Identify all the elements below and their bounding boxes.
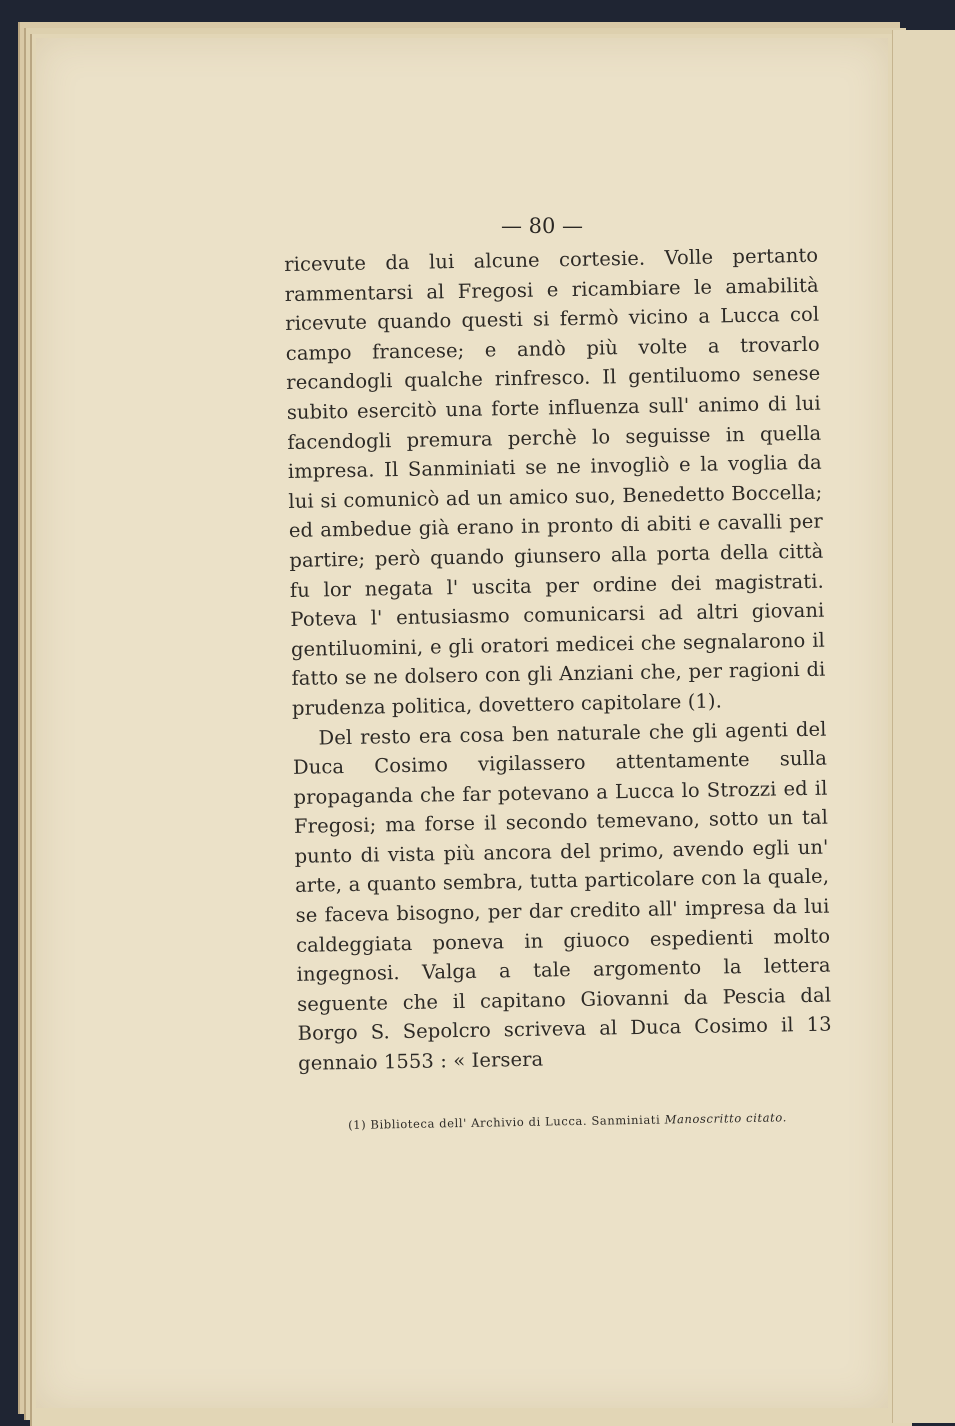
footnote [348, 1110, 808, 1132]
facing-page-edge [892, 30, 955, 1423]
paragraph: ricevute da lui alcune cortesie. Volle pertanto rammentarsi al Fregosi e ricambiare le amabilità ricevute quando questi si fermò vicino a Lucca col campo francese; e andò più volte a trovarlo recandogli qualche rinfresco. Il gentiluomo senese subito esercitò una forte influenza sull' animo di lui facendogli premura perchè lo seguisse in quella impresa. Il Sanminiati se ne invogliò e la voglia da lui si comunicò ad un amico suo, Benedetto Boccella; ed ambedue già erano in pronto di abiti e cavalli per partire; però quando giunsero alla porta della città fu lor negata l' uscita per ordine dei magistrati. Poteva l' entusiasmo comunicarsi ad altri giovani gentiluomini, e gli oratori medicei che segnalarono il fatto se ne dolsero con gli Anziani che, per ragioni di prudenza politica, dovettero capitolare (1). [284, 243, 826, 720]
book-page [36, 38, 888, 1408]
footnote-text: (1) Biblioteca dell' Archivio di Lucca. Sanminiati [348, 1112, 661, 1132]
page-number: — 80 — [500, 214, 584, 238]
page-body-text [284, 241, 832, 1079]
paragraph: Del resto era cosa ben naturale che gli agenti del Duca Cosimo vigilassero attentamente sulla propaganda che far potevano a Lucca lo Strozzi ed il Fregosi; ma forse il secondo temevano, sotto un tal punto di vista più ancora del primo, avendo egli un' arte, a quanto sembra, tutta particolare con la quale, se faceva bisogno, per dar credito all' impresa da lui caldeggiata poneva in giuoco espedienti molto ingegnosi. Valga a tale argomento la lettera seguente che il capitano Giovanni da Pescia dal Borgo S. Sepolcro scriveva al Duca Cosimo il 13 gennaio 1553 : « Iersera [292, 717, 832, 1075]
footnote-italic: Manoscritto citato. [664, 1110, 788, 1127]
